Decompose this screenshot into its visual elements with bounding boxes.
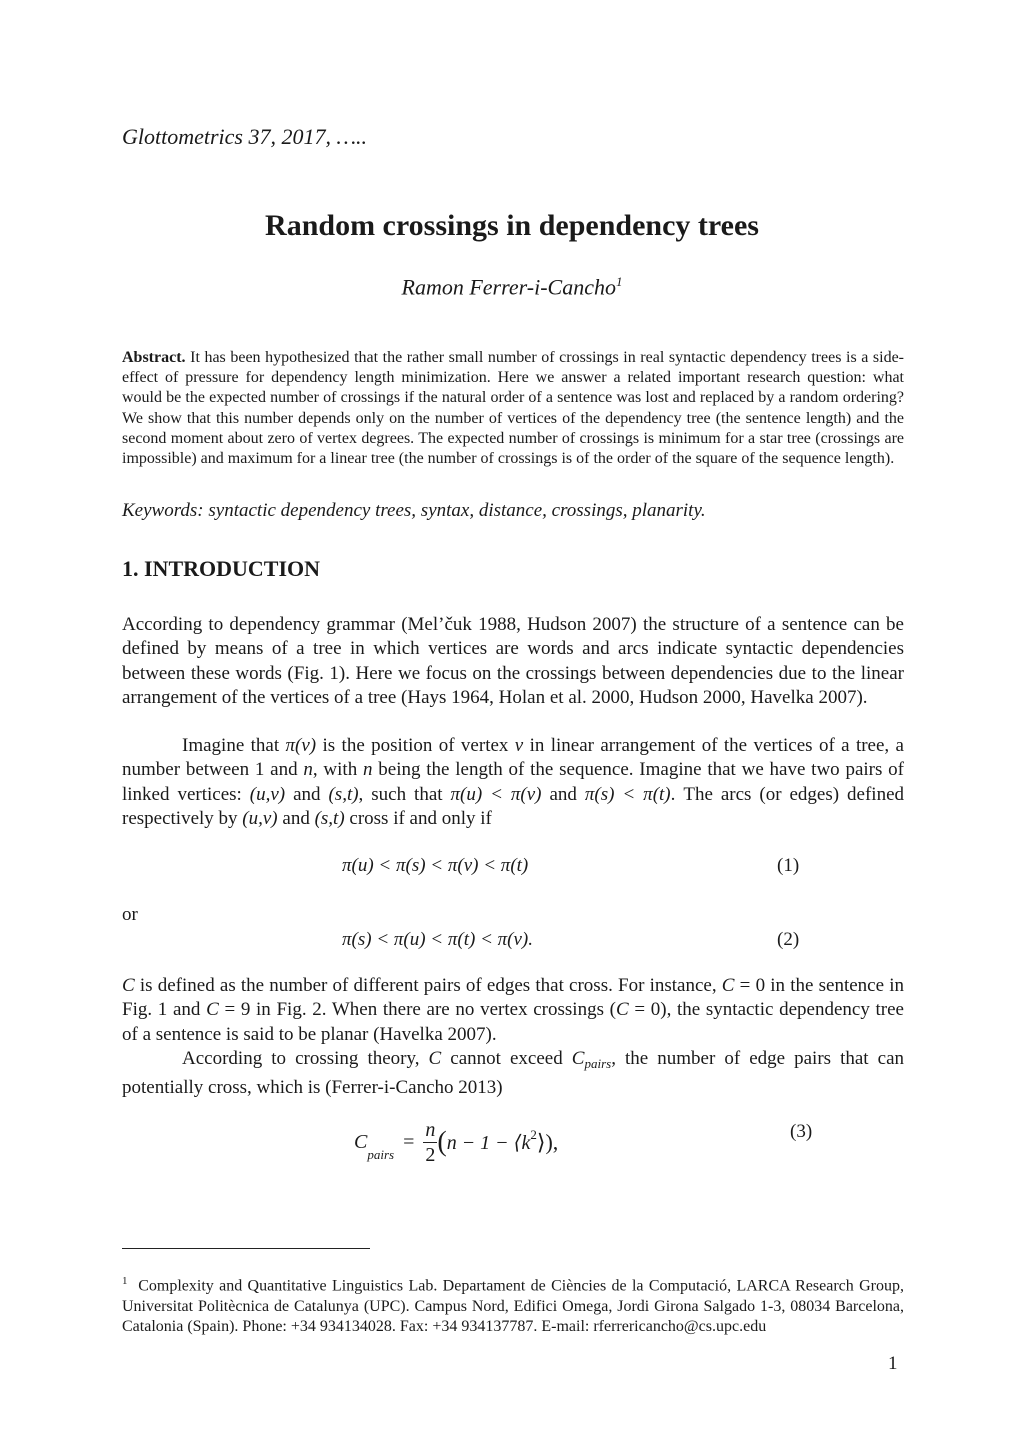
equation-1 <box>342 855 528 877</box>
p2-text: . The arcs (or edges) defined respectively by <box>122 783 905 829</box>
eq3-lhs-subscript: pairs <box>367 1147 395 1163</box>
p3-math: C <box>206 999 219 1021</box>
p3-text: = 0), the syntactic dependency tree of a sentence is said to be planar (Havelka 2007). <box>122 999 904 1045</box>
p2-text: and <box>277 807 315 829</box>
p2-text: is the position of vertex <box>316 735 515 756</box>
p3-text: is defined as the number of different pairs of edges that cross. For instance, <box>134 975 722 996</box>
p2-text: cross if and only if <box>344 807 492 829</box>
p3-math: C <box>122 975 135 996</box>
eq3-fraction <box>423 1118 437 1167</box>
p3-text: = 9 in Fig. 2. When there are no vertex crossings ( <box>218 999 616 1021</box>
p2-text: Imagine that <box>182 735 286 756</box>
p2-math: n <box>303 759 313 781</box>
page-number: 1 <box>888 1353 898 1374</box>
journal-header: Glottometrics 37, 2017, ….. <box>122 124 368 149</box>
p2-math: (s,t) <box>328 783 359 805</box>
footnote-mark: 1 <box>122 1275 128 1287</box>
p4-math: C <box>428 1048 442 1069</box>
eq3-denominator: 2 <box>425 1144 436 1166</box>
p4-subscript: pairs <box>584 1056 612 1071</box>
eq3-numerator: n <box>425 1119 436 1141</box>
p3-math: C <box>721 975 735 996</box>
eq3-lhs: C <box>354 1131 368 1153</box>
p2-text: and <box>541 783 585 805</box>
p2-math: π(u) < π(v) <box>450 783 542 805</box>
eq3-equals: = <box>403 1131 415 1153</box>
paper-title: Random crossings in dependency trees <box>265 209 759 242</box>
equation-2-expr: π(s) < π(u) < π(t) < π(v). <box>342 929 534 950</box>
paragraph-3 <box>122 974 904 1047</box>
paragraph-1: According to dependency grammar (Mel’čuk 1988, Hudson 2007) the structure of a sentence can be defined by means of a tree in which vertices are words and arcs indicate syntactic dependencies between these words (Fig. 1). Here we focus on the crossings between dependencies due to the linear arrangement of the vertices of a tree (Hays 1964, Holan et al. 2000, Hudson 2000, Havelka 2007). <box>122 614 904 708</box>
p2-math: (s,t) <box>314 807 345 829</box>
eq3-power: 2 <box>530 1127 537 1143</box>
abstract-text: It has been hypothesized that the rather small number of crossings in real syntactic dependency trees is a side-effect of pressure for dependency length minimization. Here we answer a related important research question: what would be the expected number of crossings if the natural order of a sentence was lost and replaced by a random ordering? We show that this number depends only on the number of vertices of the dependency tree (the sentence length) and the second moment about zero of vertex degrees. The expected number of crossings is minimum for a star tree (crossings are impossible) and maximum for a linear tree (the number of crossings is of the order of the square of the sequence length). <box>122 349 904 468</box>
p2-math: π(s) < π(t) <box>584 783 671 805</box>
author-footnote-mark: 1 <box>615 274 623 289</box>
section-heading: 1. INTRODUCTION <box>122 556 321 581</box>
equation-1-expr: π(u) < π(s) < π(v) < π(t) <box>342 855 529 876</box>
p4-math: C <box>571 1048 585 1069</box>
p2-math: (u,v) <box>249 783 286 805</box>
p4-text: According to crossing theory, <box>182 1048 429 1069</box>
p2-math: (u,v) <box>242 807 278 829</box>
footnote <box>122 1271 904 1338</box>
p2-math: v <box>514 735 524 756</box>
eq3-open-paren: ( <box>437 1126 447 1158</box>
abstract <box>122 348 904 469</box>
p4-text: , the number of edge pairs that can potentially cross, which is (Ferrer-i-Cancho 2013) <box>122 1048 904 1099</box>
equation-3 <box>354 1118 558 1167</box>
abstract-label: Abstract. <box>122 349 186 366</box>
p2-text: and <box>285 783 329 805</box>
equation-1-number: (1) <box>777 855 800 876</box>
p2-text: , with <box>312 759 363 781</box>
p2-math: π(v) <box>285 735 317 756</box>
footnote-rule <box>122 1248 370 1249</box>
p3-math: C <box>615 999 629 1021</box>
p2-math: n <box>363 759 373 781</box>
p3-text: = 0 in the sentence in Fig. 1 and <box>122 975 904 1021</box>
p2-text: , such that <box>358 783 451 805</box>
footnote-text: Complexity and Quantitative Linguistics Lab. Departament de Ciències de la Computació, LARCA Research Group, Universitat Politècnica de Catalunya (UPC). Campus Nord, Edifici Omega, Jordi Girona Salgado 1-3, 08034 Barcelona, Catalonia (Spain). Phone: +34 934134028. Fax: +34 934137787. E-mail: rferrericancho@cs.upc.edu <box>122 1277 905 1336</box>
eq3-close-angle: ⟩ <box>536 1129 546 1155</box>
equation-2-number: (2) <box>777 929 800 950</box>
p2-text: in linear arrangement of the vertices of a tree, a number between 1 and <box>122 735 904 781</box>
equation-2 <box>342 929 533 951</box>
paragraph-4 <box>122 1047 904 1101</box>
eq3-trail: ), <box>545 1129 559 1155</box>
p4-text: cannot exceed <box>441 1048 572 1069</box>
eq3-body: n − 1 − ⟨k <box>446 1132 531 1154</box>
or-connector: or <box>122 904 138 925</box>
p2-text: being the length of the sequence. Imagine that we have two pairs of linked vertices: <box>122 759 904 805</box>
paragraph-2 <box>122 734 904 831</box>
keywords: Keywords: syntactic dependency trees, syntax, distance, crossings, planarity. <box>122 500 706 521</box>
author-name: Ramon Ferrer-i-Cancho <box>401 274 616 300</box>
equation-3-number: (3) <box>790 1121 813 1142</box>
author-line <box>0 274 1024 300</box>
